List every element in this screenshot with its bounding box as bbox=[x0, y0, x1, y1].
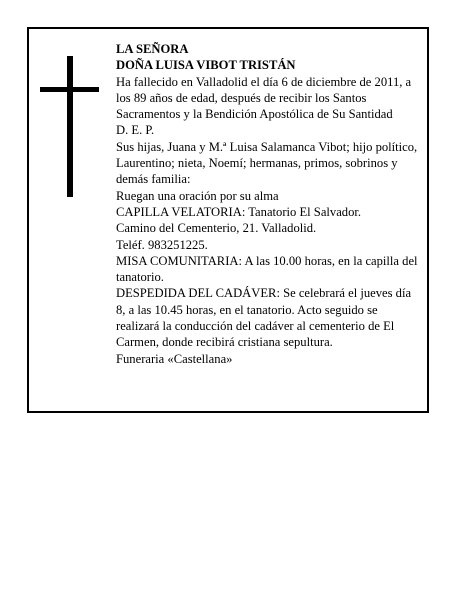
obituary-notice bbox=[27, 27, 429, 413]
funeral-home: Funeraria «Castellana» bbox=[116, 351, 233, 366]
mass-info: MISA COMUNITARIA: A las 10.00 horas, en la capilla del tanatorio. bbox=[116, 253, 418, 285]
rest-in-peace: D. E. P. bbox=[116, 123, 155, 138]
chapel-location: CAPILLA VELATORIA: Tanatorio El Salvador. bbox=[116, 204, 362, 219]
notice-header: LA SEÑORA bbox=[116, 42, 189, 56]
chapel-phone: Teléf. 983251225. bbox=[116, 237, 208, 252]
notice-text-block bbox=[116, 41, 422, 367]
death-announcement: Ha fallecido en Valladolid el día 6 de diciembre de 2011, a los 89 años de edad, después de recibir los Santos Sacramentos y la Bendición Apostólica de Su Santidad bbox=[116, 74, 412, 122]
family-members: Sus hijas, Juana y M.ª Luisa Salamanca Vibot; hijo político, Laurentino; nieta, Noemí; hermanas, primos, sobrinos y demás familia: bbox=[116, 139, 418, 187]
cross-vertical-bar bbox=[67, 56, 73, 197]
prayer-request: Ruegan una oración por su alma bbox=[116, 188, 279, 203]
deceased-name: DOÑA LUISA VIBOT TRISTÁN bbox=[116, 58, 296, 73]
farewell-info: DESPEDIDA DEL CADÁVER: Se celebrará el jueves día 8, a las 10.45 horas, en el tanatorio. Acto seguido se realizará la conducción del cadáver al cementerio de El Carmen, donde recibirá cristiana sepultura. bbox=[116, 286, 412, 350]
chapel-address: Camino del Cementerio, 21. Valladolid. bbox=[116, 221, 317, 236]
cross-horizontal-bar bbox=[40, 87, 99, 92]
